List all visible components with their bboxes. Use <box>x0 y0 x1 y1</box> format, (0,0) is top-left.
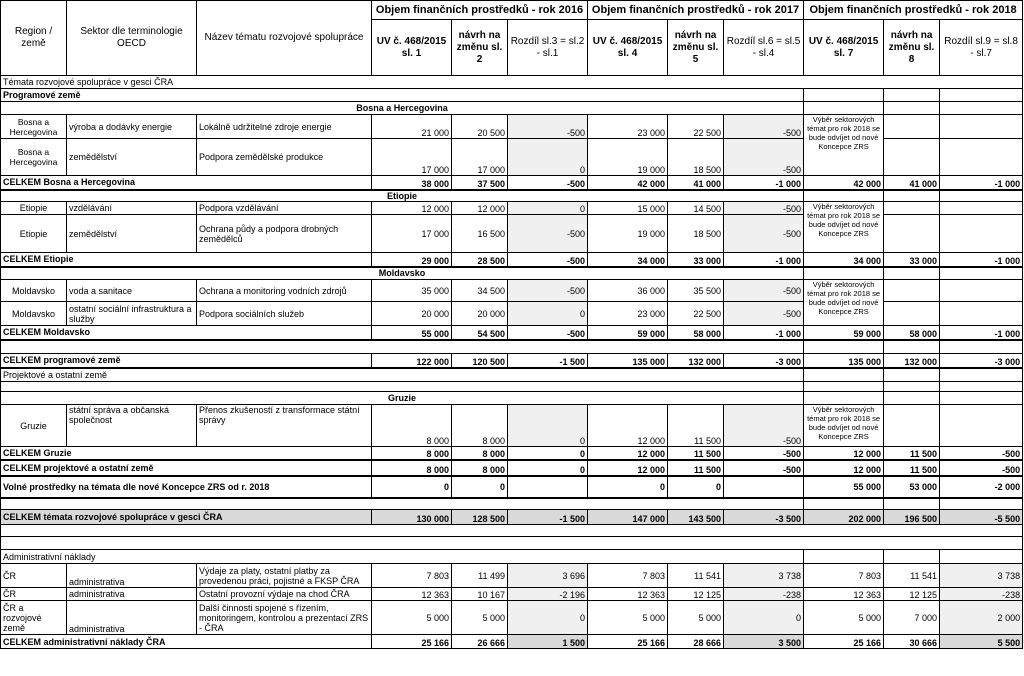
total-value: -1 000 <box>724 326 804 340</box>
value-cell: 5 000 <box>452 601 508 635</box>
total-value: -1 000 <box>940 253 1023 267</box>
value-cell: 17 000 <box>372 215 452 253</box>
total-label: CELKEM Bosna a Hercegovina <box>1 176 372 190</box>
total-value: 0 <box>508 447 588 460</box>
value-cell: 3 738 <box>940 564 1023 588</box>
total-value: 41 000 <box>884 176 940 190</box>
value-cell: -500 <box>724 115 804 139</box>
total-value: 58 000 <box>884 326 940 340</box>
topic-cell: Ochrana a monitoring vodních zdrojů <box>197 280 372 302</box>
region-cell: ČR <box>1 588 67 601</box>
total-value: 55 000 <box>372 326 452 340</box>
region-cell: ČR a rozvojové země <box>1 601 67 635</box>
sector-cell: administrativa <box>67 588 197 601</box>
total-value: -1 000 <box>940 326 1023 340</box>
total-value: -1 000 <box>724 176 804 190</box>
total-label: CELKEM Etiopie <box>1 253 372 267</box>
sector-cell: výroba a dodávky energie <box>67 115 197 139</box>
note-cell: Výběr sektorových témat pro rok 2018 se bude odvíjet od nové Koncepce ZRS <box>804 115 884 176</box>
col-region-header: Region / země <box>1 1 67 76</box>
value-cell: 12 363 <box>588 588 668 601</box>
value-cell: 0 <box>508 302 588 326</box>
value-cell: -500 <box>724 302 804 326</box>
year-2018-header: Objem finančních prostředků - rok 2018 <box>804 1 1023 20</box>
grand-total-value: 143 500 <box>668 510 724 525</box>
total-value: 11 500 <box>884 447 940 460</box>
value-cell: 12 000 <box>588 405 668 447</box>
value-cell: 0 <box>508 601 588 635</box>
total-value: 34 000 <box>804 253 884 267</box>
total-value: 41 000 <box>668 176 724 190</box>
value-cell: -238 <box>724 588 804 601</box>
total-value: 58 000 <box>668 326 724 340</box>
year-2017-header: Objem finančních prostředků - rok 2017 <box>588 1 804 20</box>
value-cell: 17 000 <box>452 139 508 176</box>
total-value: -1 000 <box>724 253 804 267</box>
total-value: 25 166 <box>588 635 668 649</box>
total-value: -3 000 <box>940 354 1023 368</box>
col-header: návrh na změnu sl. 5 <box>668 20 724 76</box>
total-value: 132 000 <box>884 354 940 368</box>
total-value: -500 <box>508 176 588 190</box>
topic-cell: Ochrana půdy a podpora drobných zemědělců <box>197 215 372 253</box>
total-value: 42 000 <box>588 176 668 190</box>
grand-total-value: -5 500 <box>940 510 1023 525</box>
value-cell: -500 <box>508 115 588 139</box>
year-2016-header: Objem finančních prostředků - rok 2016 <box>372 1 588 20</box>
topic-cell: Podpora sociálních služeb <box>197 302 372 326</box>
grand-total-value: 130 000 <box>372 510 452 525</box>
total-value: -500 <box>724 447 804 460</box>
sector-cell: administrativa <box>67 601 197 635</box>
topic-cell: Podpora vzdělávání <box>197 202 372 215</box>
total-label: CELKEM administrativní náklady ČRA <box>1 635 372 649</box>
total-value: 12 000 <box>588 447 668 460</box>
col-header: Rozdíl sl.3 = sl.2 - sl.1 <box>508 20 588 76</box>
value-cell: 22 500 <box>668 302 724 326</box>
total-value: 8 000 <box>452 460 508 476</box>
total-value: 59 000 <box>588 326 668 340</box>
total-value: 28 500 <box>452 253 508 267</box>
total-value: 11 500 <box>668 447 724 460</box>
value-cell: 18 500 <box>668 139 724 176</box>
total-value: 12 000 <box>588 460 668 476</box>
value-cell: 7 803 <box>372 564 452 588</box>
col-header: Rozdíl sl.9 = sl.8 - sl.7 <box>940 20 1023 76</box>
value-cell: -2 196 <box>508 588 588 601</box>
value-cell: 12 125 <box>884 588 940 601</box>
grand-total-value: -1 500 <box>508 510 588 525</box>
sector-cell: administrativa <box>67 564 197 588</box>
total-label: CELKEM programové země <box>1 354 372 368</box>
value-cell: -500 <box>508 280 588 302</box>
total-value: -3 000 <box>724 354 804 368</box>
country-title: Bosna a Hercegovina <box>1 102 804 115</box>
value-cell: 5 000 <box>372 601 452 635</box>
value-cell: -500 <box>724 280 804 302</box>
value-cell: 20 000 <box>372 302 452 326</box>
total-value: 59 000 <box>804 326 884 340</box>
total-value: 25 166 <box>804 635 884 649</box>
country-title: Moldavsko <box>1 267 804 280</box>
topic-cell: Podpora zemědělské produkce <box>197 139 372 176</box>
total-value: 0 <box>508 460 588 476</box>
total-value: 30 666 <box>884 635 940 649</box>
value-cell: 7 803 <box>804 564 884 588</box>
section-title: Programové země <box>1 89 804 102</box>
value-cell: 12 363 <box>804 588 884 601</box>
value-cell: -500 <box>724 202 804 215</box>
total-value: 11 500 <box>884 460 940 476</box>
total-value <box>508 476 588 498</box>
total-value: 135 000 <box>804 354 884 368</box>
sector-cell: voda a sanitace <box>67 280 197 302</box>
value-cell: 0 <box>508 202 588 215</box>
value-cell: 12 000 <box>372 202 452 215</box>
region-cell: ČR <box>1 564 67 588</box>
value-cell: 7 803 <box>588 564 668 588</box>
value-cell: 23 000 <box>588 115 668 139</box>
topic-cell: Lokálně udržitelné zdroje energie <box>197 115 372 139</box>
sector-cell: vzdělávání <box>67 202 197 215</box>
total-value: 8 000 <box>372 460 452 476</box>
value-cell: -238 <box>940 588 1023 601</box>
total-label: CELKEM Moldavsko <box>1 326 372 340</box>
sector-cell: zemědělství <box>67 139 197 176</box>
total-value: 38 000 <box>372 176 452 190</box>
value-cell: 3 696 <box>508 564 588 588</box>
total-value: -1 500 <box>508 354 588 368</box>
value-cell: 2 000 <box>940 601 1023 635</box>
value-cell: 7 000 <box>884 601 940 635</box>
topic-cell: Další činnosti spojené s řízením, monitoringem, kontrolou a prezentací ZRS - ČRA <box>197 601 372 635</box>
value-cell: 3 738 <box>724 564 804 588</box>
value-cell: 11 541 <box>668 564 724 588</box>
grand-total-value: 196 500 <box>884 510 940 525</box>
total-value: 26 666 <box>452 635 508 649</box>
value-cell: 0 <box>724 601 804 635</box>
total-value: 12 000 <box>804 447 884 460</box>
total-value: 25 166 <box>372 635 452 649</box>
total-value: -1 000 <box>940 176 1023 190</box>
topic-cell: Výdaje za platy, ostatní platby za provedenou práci, pojistné a FKSP ČRA <box>197 564 372 588</box>
value-cell: 11 541 <box>884 564 940 588</box>
value-cell: 23 000 <box>588 302 668 326</box>
total-value: -500 <box>508 326 588 340</box>
value-cell: 21 000 <box>372 115 452 139</box>
total-value: 29 000 <box>372 253 452 267</box>
value-cell: 35 000 <box>372 280 452 302</box>
value-cell: 19 000 <box>588 139 668 176</box>
value-cell: 22 500 <box>668 115 724 139</box>
grand-total-value: 128 500 <box>452 510 508 525</box>
value-cell: 16 500 <box>452 215 508 253</box>
region-cell: Etiopie <box>1 215 67 253</box>
region-cell: Moldavsko <box>1 302 67 326</box>
value-cell: 12 125 <box>668 588 724 601</box>
total-value: 122 000 <box>372 354 452 368</box>
total-value: -2 000 <box>940 476 1023 498</box>
value-cell: 0 <box>508 405 588 447</box>
value-cell: 14 500 <box>668 202 724 215</box>
col-header: návrh na změnu sl. 8 <box>884 20 940 76</box>
total-value: 12 000 <box>804 460 884 476</box>
value-cell: 10 167 <box>452 588 508 601</box>
total-value: 37 500 <box>452 176 508 190</box>
region-cell: Gruzie <box>1 405 67 447</box>
total-label: Volné prostředky na témata dle nové Koncepce ZRS od r. 2018 <box>1 476 372 498</box>
total-value: 54 500 <box>452 326 508 340</box>
col-header: návrh na změnu sl. 2 <box>452 20 508 76</box>
value-cell: -500 <box>508 215 588 253</box>
grand-total-value: 202 000 <box>804 510 884 525</box>
total-value <box>724 476 804 498</box>
value-cell: 8 000 <box>452 405 508 447</box>
total-value: 11 500 <box>668 460 724 476</box>
value-cell: 5 000 <box>804 601 884 635</box>
note-cell: Výběr sektorových témat pro rok 2018 se bude odvíjet od nové Koncepce ZRS <box>804 405 884 447</box>
value-cell: 20 000 <box>452 302 508 326</box>
total-label: CELKEM projektové a ostatní země <box>1 460 372 476</box>
grand-total-value: 147 000 <box>588 510 668 525</box>
col-header: Rozdíl sl.6 = sl.5 - sl.4 <box>724 20 804 76</box>
total-value: -500 <box>508 253 588 267</box>
total-value: 0 <box>452 476 508 498</box>
value-cell: 36 000 <box>588 280 668 302</box>
region-cell: Etiopie <box>1 202 67 215</box>
country-title: Gruzie <box>1 392 804 405</box>
value-cell: 34 500 <box>452 280 508 302</box>
col-topic-header: Název tématu rozvojové spolupráce <box>197 1 372 76</box>
value-cell: 5 000 <box>668 601 724 635</box>
value-cell: 18 500 <box>668 215 724 253</box>
section-title: Projektové a ostatní země <box>1 368 804 382</box>
total-value: 1 500 <box>508 635 588 649</box>
grand-total-label: CELKEM témata rozvojové spolupráce v gesci ČRA <box>1 510 372 525</box>
total-value: 132 000 <box>668 354 724 368</box>
total-value: 120 500 <box>452 354 508 368</box>
value-cell: 11 500 <box>668 405 724 447</box>
value-cell: 35 500 <box>668 280 724 302</box>
region-cell: Bosna a Hercegovina <box>1 139 67 176</box>
value-cell: 17 000 <box>372 139 452 176</box>
grand-total-value: -3 500 <box>724 510 804 525</box>
total-value: 135 000 <box>588 354 668 368</box>
value-cell: -500 <box>724 215 804 253</box>
value-cell: 12 363 <box>372 588 452 601</box>
total-value: 0 <box>588 476 668 498</box>
value-cell: -500 <box>724 139 804 176</box>
col-header: UV č. 468/2015 sl. 7 <box>804 20 884 76</box>
total-value: 53 000 <box>884 476 940 498</box>
total-value: 28 666 <box>668 635 724 649</box>
value-cell: 12 000 <box>452 202 508 215</box>
value-cell: -500 <box>724 405 804 447</box>
value-cell: 19 000 <box>588 215 668 253</box>
sector-cell: ostatní sociální infrastruktura a služby <box>67 302 197 326</box>
total-value: 0 <box>668 476 724 498</box>
col-header: UV č. 468/2015 sl. 4 <box>588 20 668 76</box>
topic-cell: Přenos zkušeností z transformace státní správy <box>197 405 372 447</box>
value-cell: 5 000 <box>588 601 668 635</box>
total-value: -500 <box>940 460 1023 476</box>
value-cell: 0 <box>508 139 588 176</box>
topic-cell: Ostatní provozní výdaje na chod ČRA <box>197 588 372 601</box>
region-cell: Bosna a Hercegovina <box>1 115 67 139</box>
total-value: 33 000 <box>668 253 724 267</box>
region-cell: Moldavsko <box>1 280 67 302</box>
total-value: -500 <box>724 460 804 476</box>
note-cell: Výběr sektorových témat pro rok 2018 se bude odvíjet od nové Koncepce ZRS <box>804 280 884 326</box>
section-title: Témata rozvojové spolupráce v gesci ČRA <box>1 76 1023 89</box>
sector-cell: státní správa a občanská společnost <box>67 405 197 447</box>
value-cell: 20 500 <box>452 115 508 139</box>
total-value: -500 <box>940 447 1023 460</box>
total-value: 5 500 <box>940 635 1023 649</box>
total-value: 8 000 <box>452 447 508 460</box>
country-title: Etiopie <box>1 190 804 202</box>
section-title: Administrativní náklady <box>1 550 804 564</box>
total-value: 0 <box>372 476 452 498</box>
note-cell: Výběr sektorových témat pro rok 2018 se bude odvíjet od nové Koncepce ZRS <box>804 202 884 253</box>
total-value: 34 000 <box>588 253 668 267</box>
col-sector-header: Sektor dle terminologie OECD <box>67 1 197 76</box>
total-value: 33 000 <box>884 253 940 267</box>
col-header: UV č. 468/2015 sl. 1 <box>372 20 452 76</box>
value-cell: 8 000 <box>372 405 452 447</box>
value-cell: 15 000 <box>588 202 668 215</box>
total-value: 42 000 <box>804 176 884 190</box>
value-cell: 11 499 <box>452 564 508 588</box>
total-value: 8 000 <box>372 447 452 460</box>
total-value: 55 000 <box>804 476 884 498</box>
total-label: CELKEM Gruzie <box>1 447 372 460</box>
sector-cell: zemědělství <box>67 215 197 253</box>
total-value: 3 500 <box>724 635 804 649</box>
